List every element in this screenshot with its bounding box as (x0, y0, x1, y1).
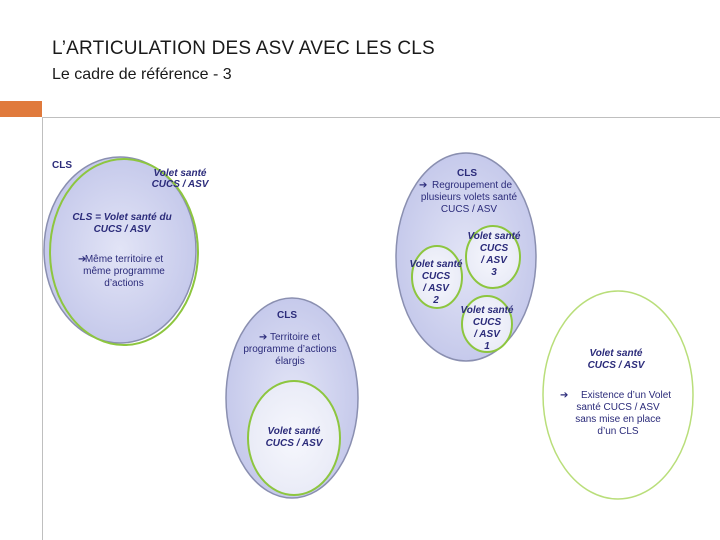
diagram-3 (396, 153, 536, 361)
d3-v2-line1: Volet santé (409, 259, 463, 270)
d1-desc-line3: d’actions (104, 278, 144, 289)
d3-v1-line2: CUCS (472, 317, 502, 328)
d3-desc-line3: CUCS / ASV (440, 204, 498, 215)
d3-cls-label: CLS (457, 168, 477, 179)
d3-arrow-icon: ➔ (419, 180, 428, 191)
d1-eq-line1: CLS = Volet santé du (72, 212, 172, 223)
d1-eq-line2: CUCS / ASV (93, 224, 151, 235)
d3-v1-line3: / ASV (474, 329, 500, 340)
d4-desc-line3: sans mise en place (575, 414, 661, 425)
d1-volet-line2: CUCS / ASV (151, 179, 209, 190)
d1-arrow-icon: ➔ (78, 254, 87, 265)
d3-v3-line1: Volet santé (467, 231, 521, 242)
d2-volet-line1: Volet santé (267, 426, 321, 437)
d2-desc-line1: Territoire et (269, 332, 321, 343)
page-title: L’ARTICULATION DES ASV AVEC LES CLS (52, 38, 435, 59)
d1-volet-line1: Volet santé (153, 168, 207, 179)
d4-desc-line1: Existence d’un Volet (580, 390, 672, 401)
d2-desc-line3: élargis (275, 356, 305, 367)
d2-volet-line2: CUCS / ASV (265, 438, 323, 449)
d3-v2-line4: 2 (433, 295, 439, 306)
d4-volet-line1: Volet santé (589, 348, 643, 359)
d1-desc-line2: même programme (83, 266, 165, 277)
d3-v2-line2: CUCS (421, 271, 451, 282)
d1-cls-label: CLS (52, 160, 72, 171)
diagram-2 (226, 298, 358, 498)
page-subtitle: Le cadre de référence - 3 (52, 66, 232, 83)
diagram-4 (543, 291, 693, 499)
d3-v3-line3: / ASV (481, 255, 507, 266)
d3-v1-line1: Volet santé (460, 305, 514, 316)
d2-desc-line2: programme d’actions (243, 344, 337, 355)
d4-arrow-icon: ➔ (560, 390, 569, 401)
d1-desc-line1: Même territoire et (84, 254, 164, 265)
d3-desc-line2: plusieurs volets santé (420, 192, 518, 203)
d3-v3-line4: 3 (491, 267, 497, 278)
d3-desc-line1: Regroupement de (431, 180, 513, 191)
d4-desc-line4: d’un CLS (597, 426, 639, 437)
d4-volet-line2: CUCS / ASV (587, 360, 645, 371)
d3-v1-line4: 1 (484, 341, 490, 352)
d4-desc-line2: santé CUCS / ASV (576, 402, 660, 413)
diagram-1 (44, 157, 210, 345)
d3-v2-line3: / ASV (423, 283, 449, 294)
d2-arrow-icon: ➔ (259, 332, 268, 343)
d3-v3-line2: CUCS (479, 243, 509, 254)
d2-cls-label: CLS (277, 310, 297, 321)
